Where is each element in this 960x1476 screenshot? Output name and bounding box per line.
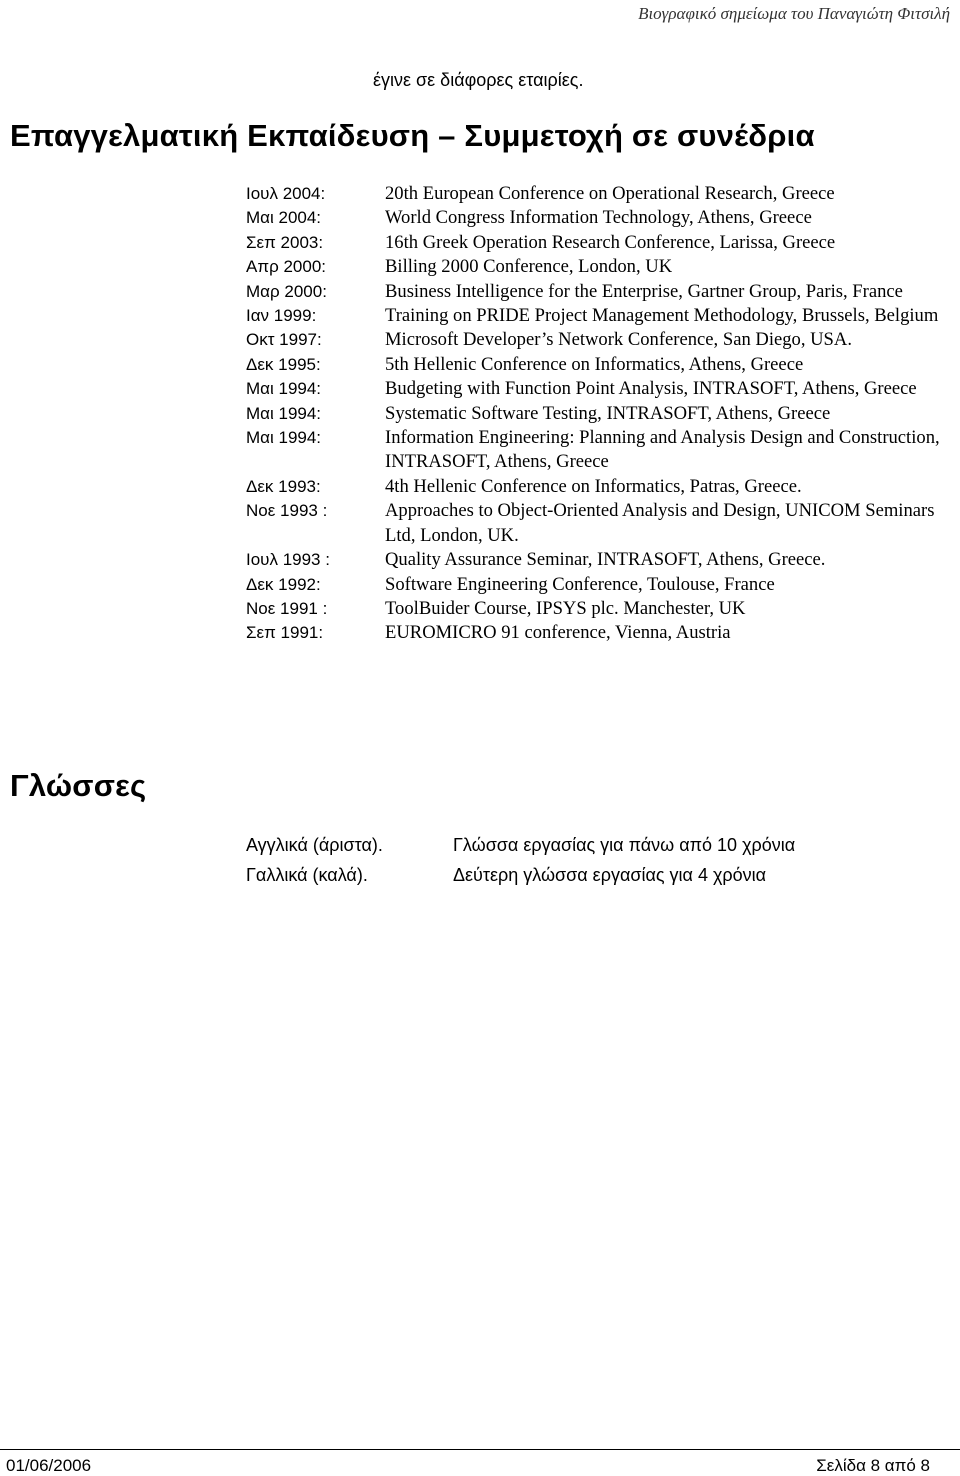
languages-list (246, 830, 795, 890)
continuation-text: έγινε σε διάφορες εταιρίες. (373, 70, 584, 90)
footer-date: 01/06/2006 (6, 1456, 92, 1475)
training-entry-date: Απρ 2000: (246, 257, 327, 277)
training-entry (246, 328, 950, 352)
language-note: Γλώσσα εργασίας για πάνω από 10 χρόνια (453, 835, 796, 855)
training-entry (246, 597, 950, 621)
training-entry-event: Billing 2000 Conference, London, UK (385, 256, 673, 278)
training-entry-event: 5th Hellenic Conference on Informatics, Athens, Greece (385, 353, 804, 375)
training-entry-event: Information Engineering: Planning and Analysis Design and Construction, INTRASOFT, Athens, Greece (385, 427, 940, 473)
training-entry-event: Microsoft Developer’s Network Conference, San Diego, USA. (385, 329, 852, 351)
training-entry-event: ToolBuider Course, IPSYS plc. Manchester, UK (385, 597, 746, 619)
training-entry (246, 231, 950, 255)
training-entry (246, 426, 950, 475)
training-entry-date: Οκτ 1997: (246, 330, 322, 350)
training-entry (246, 499, 950, 548)
training-entry-event: Systematic Software Testing, INTRASOFT, Athens, Greece (385, 402, 831, 424)
training-entry (246, 548, 950, 572)
training-entry (246, 377, 950, 401)
training-section-title: Επαγγελματική Εκπαίδευση – Συμμετοχή σε συνέδρια (10, 118, 815, 153)
training-entry-date: Ιουλ 2004: (246, 184, 326, 203)
training-entry-date: Ιαν 1999: (246, 306, 317, 326)
training-entry (246, 182, 950, 206)
training-entry-event: Approaches to Object-Oriented Analysis and Design, UNICOM Seminars Ltd, London, UK. (385, 500, 935, 546)
training-entry-date: Μαι 2004: (246, 208, 322, 228)
training-entry-date: Δεκ 1993: (246, 476, 321, 496)
footer-page-number: Σελίδα 8 από 8 (816, 1456, 930, 1475)
training-entry-date: Νοε 1991 : (246, 598, 328, 618)
training-entry-event: 20th European Conference on Operational Research, Greece (385, 183, 835, 204)
training-entry (246, 402, 950, 426)
training-entry (246, 206, 950, 230)
training-entry-event: EUROMICRO 91 conference, Vienna, Austria (385, 622, 731, 644)
training-entry-date: Νοε 1993 : (246, 501, 328, 521)
training-list (246, 182, 950, 646)
training-entry-event: Business Intelligence for the Enterprise, Gartner Group, Paris, France (385, 280, 903, 302)
training-entry (246, 255, 950, 279)
training-entry-date: Σεπ 1991: (246, 623, 324, 643)
training-entry-date: Ιουλ 1993 : (246, 550, 330, 570)
training-entry-date: Σεπ 2003: (246, 232, 324, 252)
language-item (246, 830, 795, 860)
training-entry (246, 353, 950, 377)
running-header: Βιογραφικό σημείωμα του Παναγιώτη Φιτσιλή (638, 4, 950, 23)
languages-section-title: Γλώσσες (10, 768, 147, 803)
training-entry-event: 4th Hellenic Conference on Informatics, Patras, Greece. (385, 475, 802, 497)
footer-divider (0, 1449, 960, 1450)
training-entry-event: Budgeting with Function Point Analysis, INTRASOFT, Athens, Greece (385, 378, 917, 400)
training-entry-date: Δεκ 1992: (246, 574, 321, 594)
language-name: Γαλλικά (καλά). (246, 865, 368, 885)
training-entry (246, 475, 950, 499)
training-entry-event: World Congress Information Technology, Athens, Greece (385, 207, 812, 229)
language-note: Δεύτερη γλώσσα εργασίας για 4 χρόνια (453, 865, 767, 885)
training-entry-date: Μαι 1994: (246, 403, 322, 423)
training-entry (246, 573, 950, 597)
training-entry-date: Μαι 1994: (246, 428, 322, 448)
training-entry-event: 16th Greek Operation Research Conference, Larissa, Greece (385, 231, 836, 253)
language-item (246, 860, 795, 890)
training-entry-event: Software Engineering Conference, Toulouse, France (385, 573, 775, 595)
training-entry-date: Μαι 1994: (246, 379, 322, 399)
training-entry-event: Training on PRIDE Project Management Methodology, Brussels, Belgium (385, 305, 939, 327)
training-entry-date: Μαρ 2000: (246, 281, 327, 301)
training-entry (246, 621, 950, 645)
training-entry (246, 280, 950, 304)
training-entry (246, 304, 950, 328)
training-entry-date: Δεκ 1995: (246, 354, 321, 374)
training-entry-event: Quality Assurance Seminar, INTRASOFT, Athens, Greece. (385, 549, 826, 571)
language-name: Αγγλικά (άριστα). (246, 835, 383, 855)
